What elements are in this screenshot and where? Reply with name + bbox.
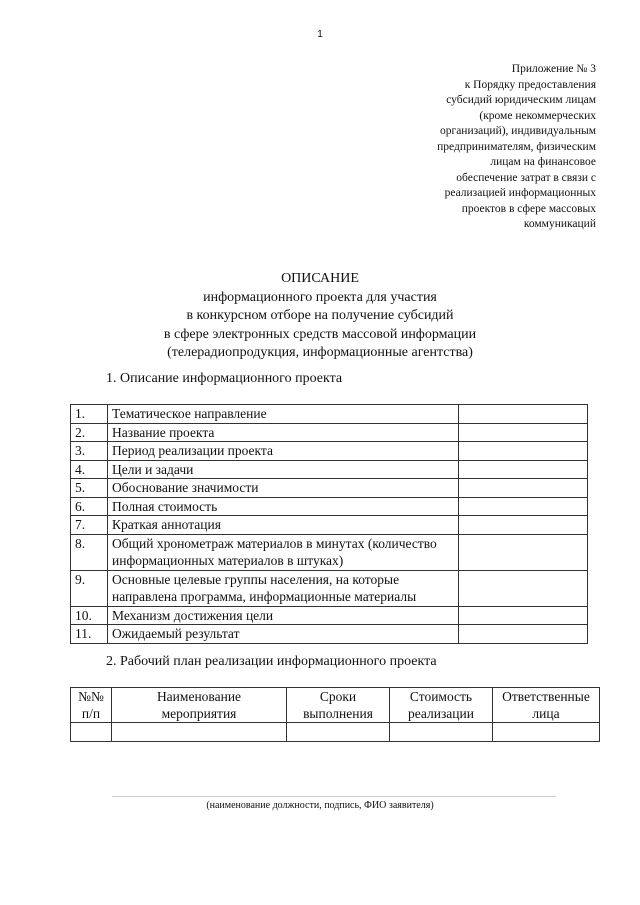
row-label: Общий хронометраж материалов в минутах (количество информационных материалов в штуках) xyxy=(108,534,459,570)
work-plan-table xyxy=(70,687,600,742)
row-label: Полная стоимость xyxy=(108,497,459,516)
row-number: 9. xyxy=(71,570,108,606)
row-label: Основные целевые группы населения, на которые направлена программа, информационные материалы xyxy=(108,570,459,606)
title-heading: ОПИСАНИЕ xyxy=(281,271,359,286)
row-number: 11. xyxy=(71,625,108,644)
section2-heading: 2. Рабочий план реализации информационного проекта xyxy=(106,654,437,669)
project-description-table xyxy=(70,404,588,644)
table-row xyxy=(71,625,588,644)
row-value-cell[interactable] xyxy=(459,405,588,424)
appendix-line: к Порядку предоставления xyxy=(464,78,596,91)
appendix-line: (кроме некоммерческих xyxy=(479,109,596,122)
title-line: (телерадиопродукция, информационные агентства) xyxy=(167,345,473,360)
row-value-cell[interactable] xyxy=(459,516,588,535)
row-value-cell[interactable] xyxy=(459,479,588,498)
title-line: информационного проекта для участия xyxy=(203,289,437,305)
row-value-cell[interactable] xyxy=(459,570,588,606)
table-row xyxy=(71,534,588,570)
row-value-cell[interactable] xyxy=(459,625,588,644)
row-number: 7. xyxy=(71,516,108,535)
row-label: Ожидаемый результат xyxy=(108,625,459,644)
row-number: 10. xyxy=(71,606,108,625)
column-header-number: №№ п/п xyxy=(71,688,112,723)
row-label: Период реализации проекта xyxy=(108,442,459,461)
row-value-cell[interactable] xyxy=(459,460,588,479)
table-row xyxy=(71,423,588,442)
row-label: Краткая аннотация xyxy=(108,516,459,535)
row-value-cell[interactable] xyxy=(459,534,588,570)
row-label: Цели и задачи xyxy=(108,460,459,479)
row-value-cell[interactable] xyxy=(459,423,588,442)
section1-heading: 1. Описание информационного проекта xyxy=(106,371,343,386)
row-number: 8. xyxy=(71,534,108,570)
appendix-line: Приложение № 3 xyxy=(511,63,596,75)
page-number: 1 xyxy=(317,29,323,40)
row-number: 4. xyxy=(71,460,108,479)
appendix-line: субсидий юридическим лицам xyxy=(446,94,596,106)
appendix-line: предпринимателям, физическим xyxy=(437,140,596,153)
table-row xyxy=(71,405,588,424)
empty-cell[interactable] xyxy=(71,723,112,742)
appendix-line: обеспечение затрат в связи с xyxy=(456,171,596,184)
column-header-deadline: Сроки выполнения xyxy=(287,688,390,723)
row-number: 1. xyxy=(71,405,108,424)
table-row xyxy=(71,460,588,479)
signature-caption: (наименование должности, подпись, ФИО заявителя) xyxy=(206,800,434,811)
row-label: Механизм достижения цели xyxy=(108,606,459,625)
column-header-responsible: Ответственные лица xyxy=(493,688,600,723)
row-value-cell[interactable] xyxy=(459,606,588,625)
row-label: Обоснование значимости xyxy=(108,479,459,498)
row-label: Тематическое направление xyxy=(108,405,459,424)
empty-cell[interactable] xyxy=(112,723,287,742)
table-row xyxy=(71,570,588,606)
title-line: в сфере электронных средств массовой информации xyxy=(163,326,477,342)
table-row xyxy=(71,479,588,498)
row-number: 2. xyxy=(71,423,108,442)
document-title xyxy=(0,270,640,363)
table-header-row xyxy=(71,688,600,723)
signature-line xyxy=(112,796,556,797)
table-row xyxy=(71,516,588,535)
row-value-cell[interactable] xyxy=(459,442,588,461)
empty-cell[interactable] xyxy=(493,723,600,742)
column-header-cost: Стоимость реализации xyxy=(390,688,493,723)
appendix-line: проектов в сфере массовых xyxy=(461,202,596,215)
row-value-cell[interactable] xyxy=(459,497,588,516)
table-row xyxy=(71,606,588,625)
empty-cell[interactable] xyxy=(390,723,493,742)
appendix-line: лицам на финансовое xyxy=(490,156,596,168)
row-number: 5. xyxy=(71,479,108,498)
column-header-event: Наименование мероприятия xyxy=(112,688,287,723)
table-row xyxy=(71,497,588,516)
row-number: 6. xyxy=(71,497,108,516)
appendix-note xyxy=(356,62,596,233)
appendix-line: коммуникаций xyxy=(523,218,596,230)
empty-cell[interactable] xyxy=(287,723,390,742)
appendix-line: реализацией информационных xyxy=(444,187,596,199)
row-label: Название проекта xyxy=(108,423,459,442)
appendix-line: организаций), индивидуальным xyxy=(439,125,596,137)
title-line: в конкурсном отборе на получение субсидий xyxy=(186,308,454,323)
table-row xyxy=(71,442,588,461)
table-row xyxy=(71,723,600,742)
row-number: 3. xyxy=(71,442,108,461)
